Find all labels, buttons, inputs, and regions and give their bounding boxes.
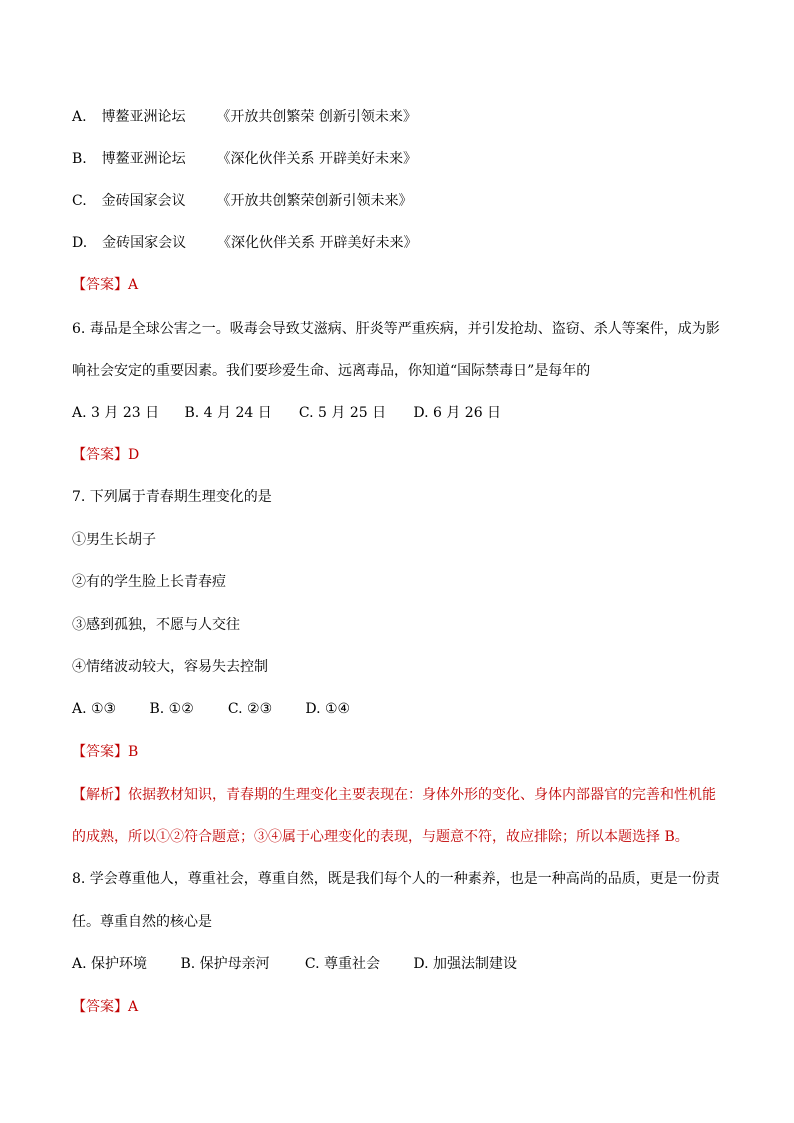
q5-option-c: C. 金砖国家会议 《开放共创繁荣创新引领未来》: [72, 193, 413, 209]
q7-stem: 7. 下列属于青春期生理变化的是: [72, 489, 272, 505]
q5-option-a: A. 博鳌亚洲论坛 《开放共创繁荣 创新引领未来》: [72, 109, 417, 125]
q6-option-d: D. 6 月 26 日: [413, 405, 502, 421]
q6-option-c: C. 5 月 25 日: [298, 405, 387, 421]
q7-item-2: ②有的学生脸上长青春痘: [72, 574, 226, 590]
q8-option-d: D. 加强法制建设: [413, 956, 517, 972]
q5-option-b: B. 博鳌亚洲论坛 《深化伙伴关系 开辟美好未来》: [72, 151, 418, 167]
q7-item-3: ③感到孤独，不愿与人交往: [72, 617, 240, 633]
q6-option-a: A. 3 月 23 日: [72, 405, 160, 421]
q5-option-d: D. 金砖国家会议 《深化伙伴关系 开辟美好未来》: [72, 235, 418, 251]
q7-answer: 【答案】B: [72, 744, 139, 760]
q8-options: [72, 955, 722, 973]
q8-answer: 【答案】A: [72, 999, 139, 1015]
q7-option-a: A. ①③: [72, 701, 117, 717]
q7-item-4: ④情绪波动较大，容易失去控制: [72, 659, 268, 675]
q7-options: [72, 700, 722, 718]
q7-option-c: C. ②③: [227, 701, 273, 717]
q8-option-a: A. 保护环境: [72, 956, 148, 972]
q6-answer: 【答案】D: [72, 447, 140, 463]
q6-stem-line1: 6. 毒品是全球公害之一。吸毒会导致艾滋病、肝炎等严重疾病，并引发抢劫、盗窃、杀人等案件，成为影: [72, 321, 720, 337]
q8-stem-line2: 任。尊重自然的核心是: [72, 914, 212, 930]
q7-item-1: ①男生长胡子: [72, 532, 156, 548]
q8-option-b: B. 保护母亲河: [180, 956, 270, 972]
q7-option-d: D. ①④: [305, 701, 351, 717]
q6-option-b: B. 4 月 24 日: [184, 405, 272, 421]
q5-answer: 【答案】A: [72, 277, 139, 293]
q7-analysis-line2: 的成熟，所以①②符合题意；③④属于心理变化的表现，与题意不符，故应排除；所以本题选择 B。: [72, 829, 689, 845]
q6-stem-line2: 响社会安定的重要因素。我们要珍爱生命、远离毒品，你知道“国际禁毒日”是每年的: [72, 363, 591, 379]
q7-analysis-line1: 【解析】依据教材知识，青春期的生理变化主要表现在：身体外形的变化、身体内部器官的完善和性机能: [72, 787, 716, 803]
q8-option-c: C. 尊重社会: [304, 956, 381, 972]
q7-option-b: B. ①②: [149, 701, 194, 717]
q8-stem-line1: 8. 学会尊重他人，尊重社会，尊重自然，既是我们每个人的一种素养，也是一种高尚的品质，更是一份责: [72, 871, 720, 887]
q6-options: [72, 404, 722, 422]
